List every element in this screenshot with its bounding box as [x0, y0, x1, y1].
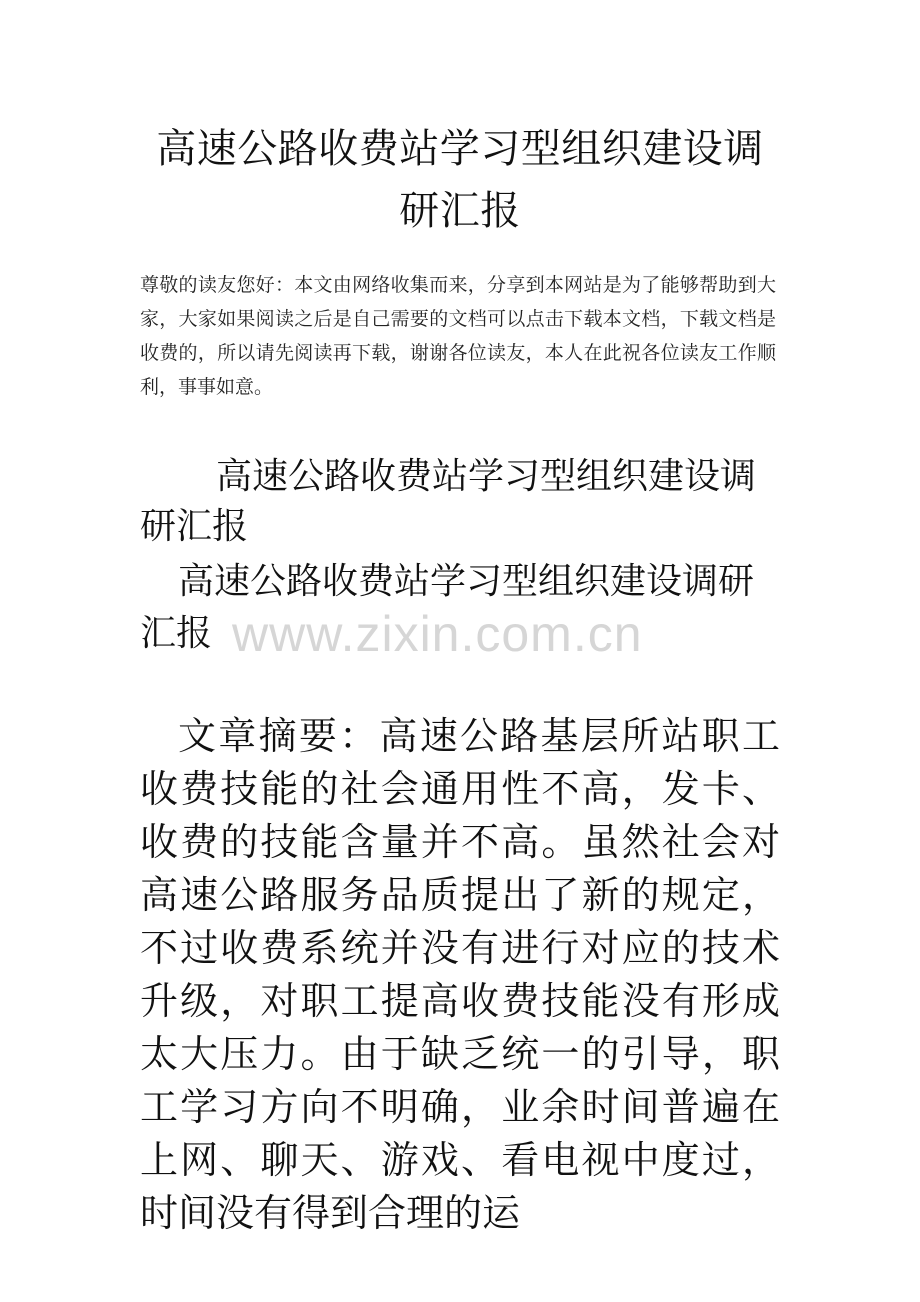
site-watermark: www.zixin.com.cn — [232, 606, 643, 662]
document-title: 高速公路收费站学习型组织建设调研汇报 — [156, 126, 764, 234]
section-heading-primary: 高速公路收费站学习型组织建设调研汇报 — [140, 456, 757, 547]
article-abstract: 文章摘要：高速公路基层所站职工收费技能的社会通用性不高，发卡、收费的技能含量并不高。虽然社会对高速公路服务品质提出了新的规定，不过收费系统并没有进行对应的技术升级，对职工提高收费技能没有形成太大压力。由于缺乏统一的引导，职工学习方向不明确，业余时间普遍在上网、聊天、游戏、看电视中度过，时间没有得到合理的运 — [140, 714, 780, 1235]
section-heading-secondary: 高速公路收费站学习型组织建设调研汇报 — [140, 561, 755, 654]
reader-notice: 尊敬的读友您好：本文由网络收集而来，分享到本网站是为了能够帮助到大家，大家如果阅读之后是自己需要的文档可以点击下载本文档，下载文档是收费的，所以请先阅读再下载，谢谢各位读友，本人在此祝各位读友工作顺利，事事如意。 — [140, 274, 776, 398]
